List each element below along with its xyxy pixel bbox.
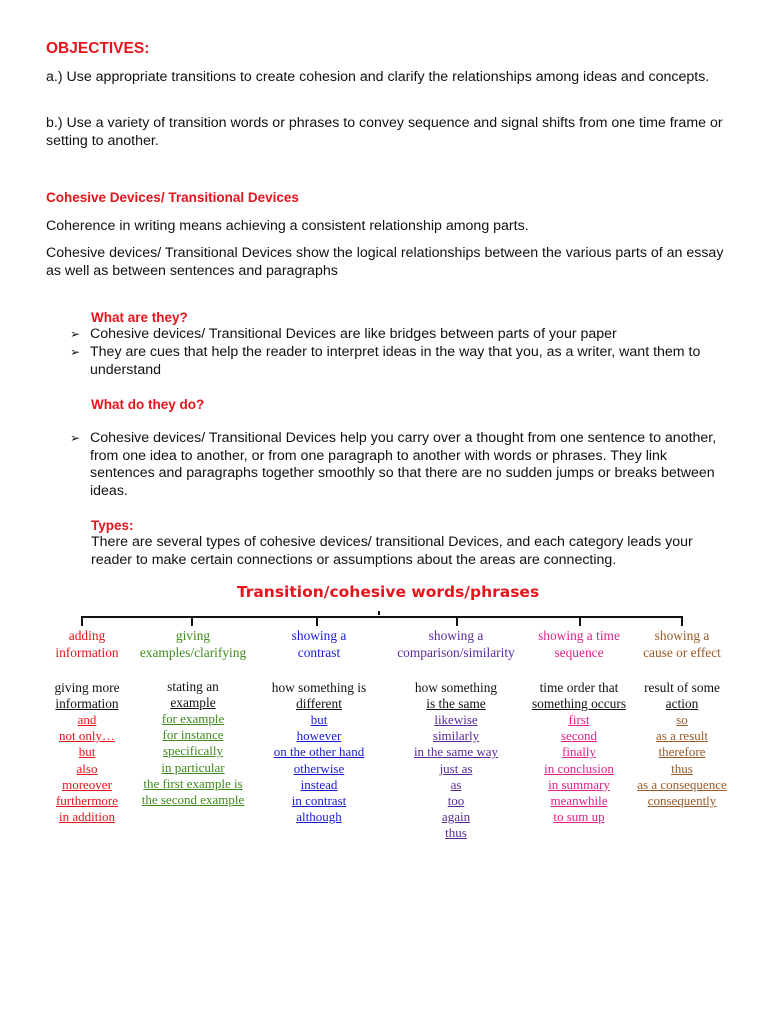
transition-word: just as — [439, 760, 473, 776]
transition-word: thus — [671, 760, 693, 776]
transition-word: but — [310, 712, 328, 727]
category-description: time order that something occurs — [531, 680, 627, 711]
arrow-bullet-icon: ➢ — [70, 327, 81, 341]
word-list — [128, 711, 258, 808]
transition-word: as a result — [656, 728, 708, 744]
transition-word: as a consequence — [637, 776, 727, 792]
category-adding-information — [42, 628, 132, 825]
category-showing-comparison — [376, 628, 536, 842]
transition-word: to sum up — [553, 809, 605, 825]
transition-word: in addition — [59, 809, 115, 825]
transition-word: the first example is — [143, 775, 243, 791]
diagram-connector-top — [378, 611, 380, 615]
transition-word: in conclusion — [544, 760, 614, 776]
word-list — [42, 712, 132, 825]
category-showing-cause-effect — [622, 628, 742, 809]
section-paragraph-1: Coherence in writing means achieving a consistent relationship among parts. — [46, 218, 529, 234]
what-are-they-heading: What are they? — [91, 310, 188, 325]
category-description: how something is different — [271, 680, 367, 711]
arrow-bullet-icon: ➢ — [70, 431, 81, 445]
diagram-horizontal-line — [81, 616, 683, 618]
transition-word: finally — [562, 744, 596, 760]
transition-word: but — [78, 744, 96, 760]
category-header: showing a contrast — [291, 628, 347, 660]
transition-word: therefore — [658, 744, 706, 760]
objectives-heading: OBJECTIVES: — [46, 40, 150, 57]
diagram-connector — [81, 616, 83, 626]
transition-word: instead — [300, 776, 338, 792]
transition-word: so — [676, 712, 688, 727]
category-header: showing a comparison/similarity — [397, 628, 515, 660]
category-description: stating an example — [167, 679, 219, 710]
transition-word: not only… — [59, 728, 115, 744]
transition-word: otherwise — [293, 760, 345, 776]
objective-a: a.) Use appropriate transitions to create cohesion and clarify the relationships among ideas and concepts. — [46, 69, 710, 85]
transition-word: on the other hand — [273, 744, 365, 760]
category-description: result of some action — [644, 680, 720, 711]
transition-word: specifically — [163, 743, 223, 759]
objective-b: b.) Use a variety of transition words or phrases to convey sequence and signal shifts from one time frame or setting to another. — [46, 115, 723, 149]
diagram-connector — [191, 616, 193, 626]
transition-word: second — [560, 728, 598, 744]
section-heading: Cohesive Devices/ Transitional Devices — [46, 190, 299, 205]
diagram-connector — [579, 616, 581, 626]
transition-word: although — [296, 809, 342, 825]
word-list — [376, 712, 536, 842]
transition-word: for example — [161, 711, 225, 726]
transition-word: thus — [445, 825, 467, 841]
category-description: giving more information — [54, 680, 120, 711]
transition-word: in the same way — [413, 744, 499, 760]
transition-word: again — [441, 809, 471, 825]
transition-word: first — [568, 712, 590, 727]
transition-word: meanwhile — [550, 793, 608, 809]
transition-word: likewise — [434, 712, 478, 727]
types-text: There are several types of cohesive devices/ transitional Devices, and each category leads your reader to make certain connections or assumptions about the areas are connecting. — [91, 534, 693, 568]
transition-word: the second example — [141, 792, 245, 808]
transition-word: in summary — [548, 776, 610, 792]
category-header: showing a time sequence — [538, 628, 620, 660]
category-description: how something is the same — [414, 680, 498, 711]
transition-word: in particular — [161, 759, 225, 775]
section-paragraph-2: Cohesive devices/ Transitional Devices show the logical relationships between the various parts of an essay as well as between sentences and paragraphs — [46, 245, 724, 279]
transition-word: in contrast — [291, 793, 347, 809]
word-list — [622, 712, 742, 809]
transition-word: similarly — [432, 728, 480, 744]
category-header: giving examples/clarifying — [139, 628, 247, 660]
word-list — [254, 712, 384, 825]
category-header: showing a cause or effect — [643, 628, 721, 660]
diagram-connector — [456, 616, 458, 626]
diagram-title: Transition/cohesive words/phrases — [236, 583, 540, 601]
category-giving-examples — [128, 628, 258, 808]
transition-word: however — [296, 728, 342, 744]
transition-word: consequently — [647, 793, 717, 809]
arrow-bullet-icon: ➢ — [70, 345, 81, 359]
what-do-they-do-heading: What do they do? — [91, 397, 205, 412]
transition-word: and — [77, 712, 97, 727]
transition-word: for instance — [162, 727, 224, 743]
category-showing-contrast — [254, 628, 384, 825]
transition-word: as — [450, 776, 462, 792]
transition-word: also — [76, 760, 98, 776]
types-heading: Types: — [91, 518, 134, 533]
diagram-connector — [681, 616, 683, 626]
transition-word: moreover — [62, 776, 112, 792]
transition-word: furthermore — [55, 793, 119, 809]
category-header: adding information — [55, 628, 119, 660]
diagram-connector — [316, 616, 318, 626]
transition-word: too — [447, 793, 465, 809]
